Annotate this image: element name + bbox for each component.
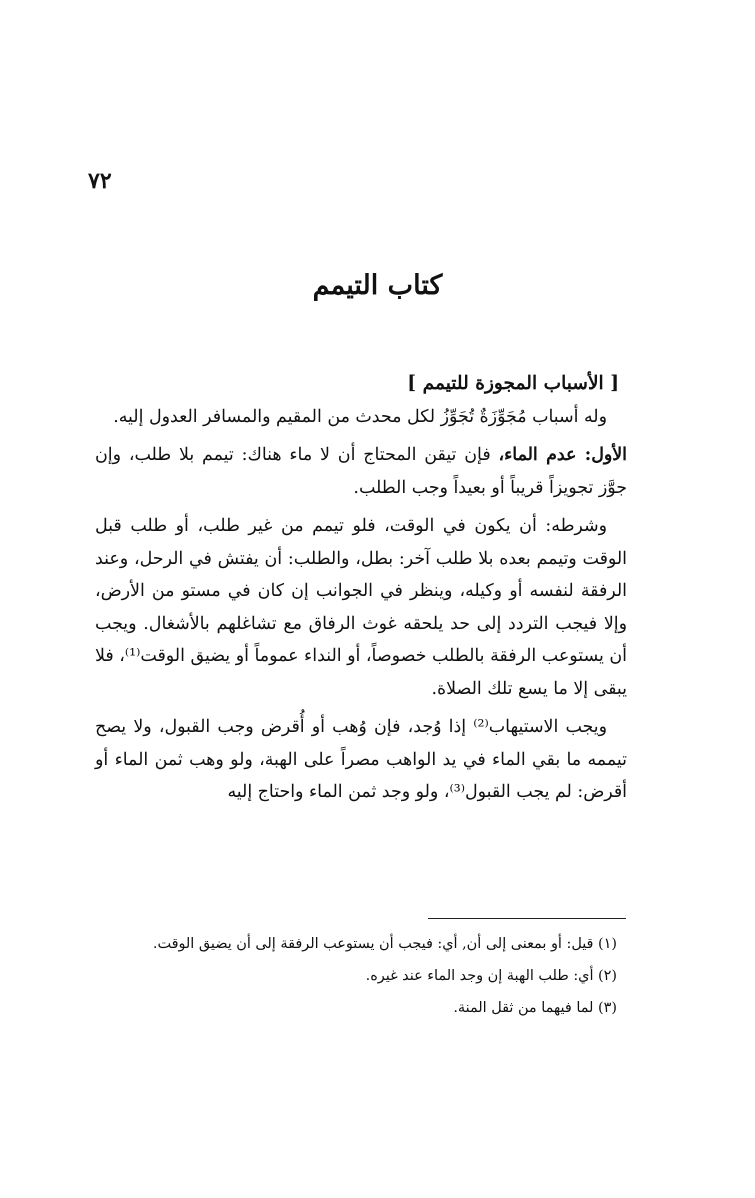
footnote: (١) قيل: أو بمعنى إلى أن, أي: فيجب أن يستوعب الرفقة إلى أن يضيق الوقت. [152,936,617,952]
intro-paragraph: وله أسباب مُجَوِّزَةٌ تُجَوِّزُ لكل محدث من المقيم والمسافر العدول إليه. [113,406,607,427]
first-cause-paragraph [95,439,627,504]
footnote: (٣) لما فيهما من ثقل المنة. [453,1000,617,1016]
section-heading: [ الأسباب المجوزة للتيمم ] [407,373,619,394]
condition-paragraph: وشرطه: أن يكون في الوقت، فلو تيمم من غير طلب، أو طلب قبل الوقت وتيمم بعده بلا طلب آخر: بطل، والطلب: أن يفتش في الرحل، وعند الرفقة لنفسه أو وكيله، وينظر في الجوانب إن كان في مستو من الأرض، وإلا فيجب التردد إلى حد يلحقه غوث الرفاق مع تشاغلهم بالأشغال. ويجب أن يستوعب الرفقة بالطلب خصوصاً، أو النداء عموماً أو يضيق الوقت⁽¹⁾، فلا يبقى إلا ما يسع تلك الصلاة. [95,516,627,699]
first-cause-lead: الأول: عدم الماء، [498,445,627,465]
body-text [95,368,627,809]
footnote: (٢) أي: طلب الهبة إن وجد الماء عند غيره. [365,968,617,984]
chapter-title: كتاب التيمم [312,270,443,301]
first-cause-text: فإن تيقن المحتاج أن لا ماء هناك: تيمم بلا طلب، وإن جوَّز تجويزاً قريباً أو بعيداً وجب الطلب. [95,445,627,498]
footnote-divider [428,918,626,919]
request-paragraph: ويجب الاستيهاب⁽²⁾ إذا وُجد، فإن وُهب أو أُقرض وجب القبول، ولا يصح تيممه ما بقي الماء في يد الواهب مصراً على الهبة، ولو وهب ثمن الماء أو أقرض: لم يجب القبول⁽³⁾، ولو وجد ثمن الماء واحتاج إليه [95,717,627,802]
page-number: ٧٢ [88,168,112,194]
footnotes [95,928,627,1024]
